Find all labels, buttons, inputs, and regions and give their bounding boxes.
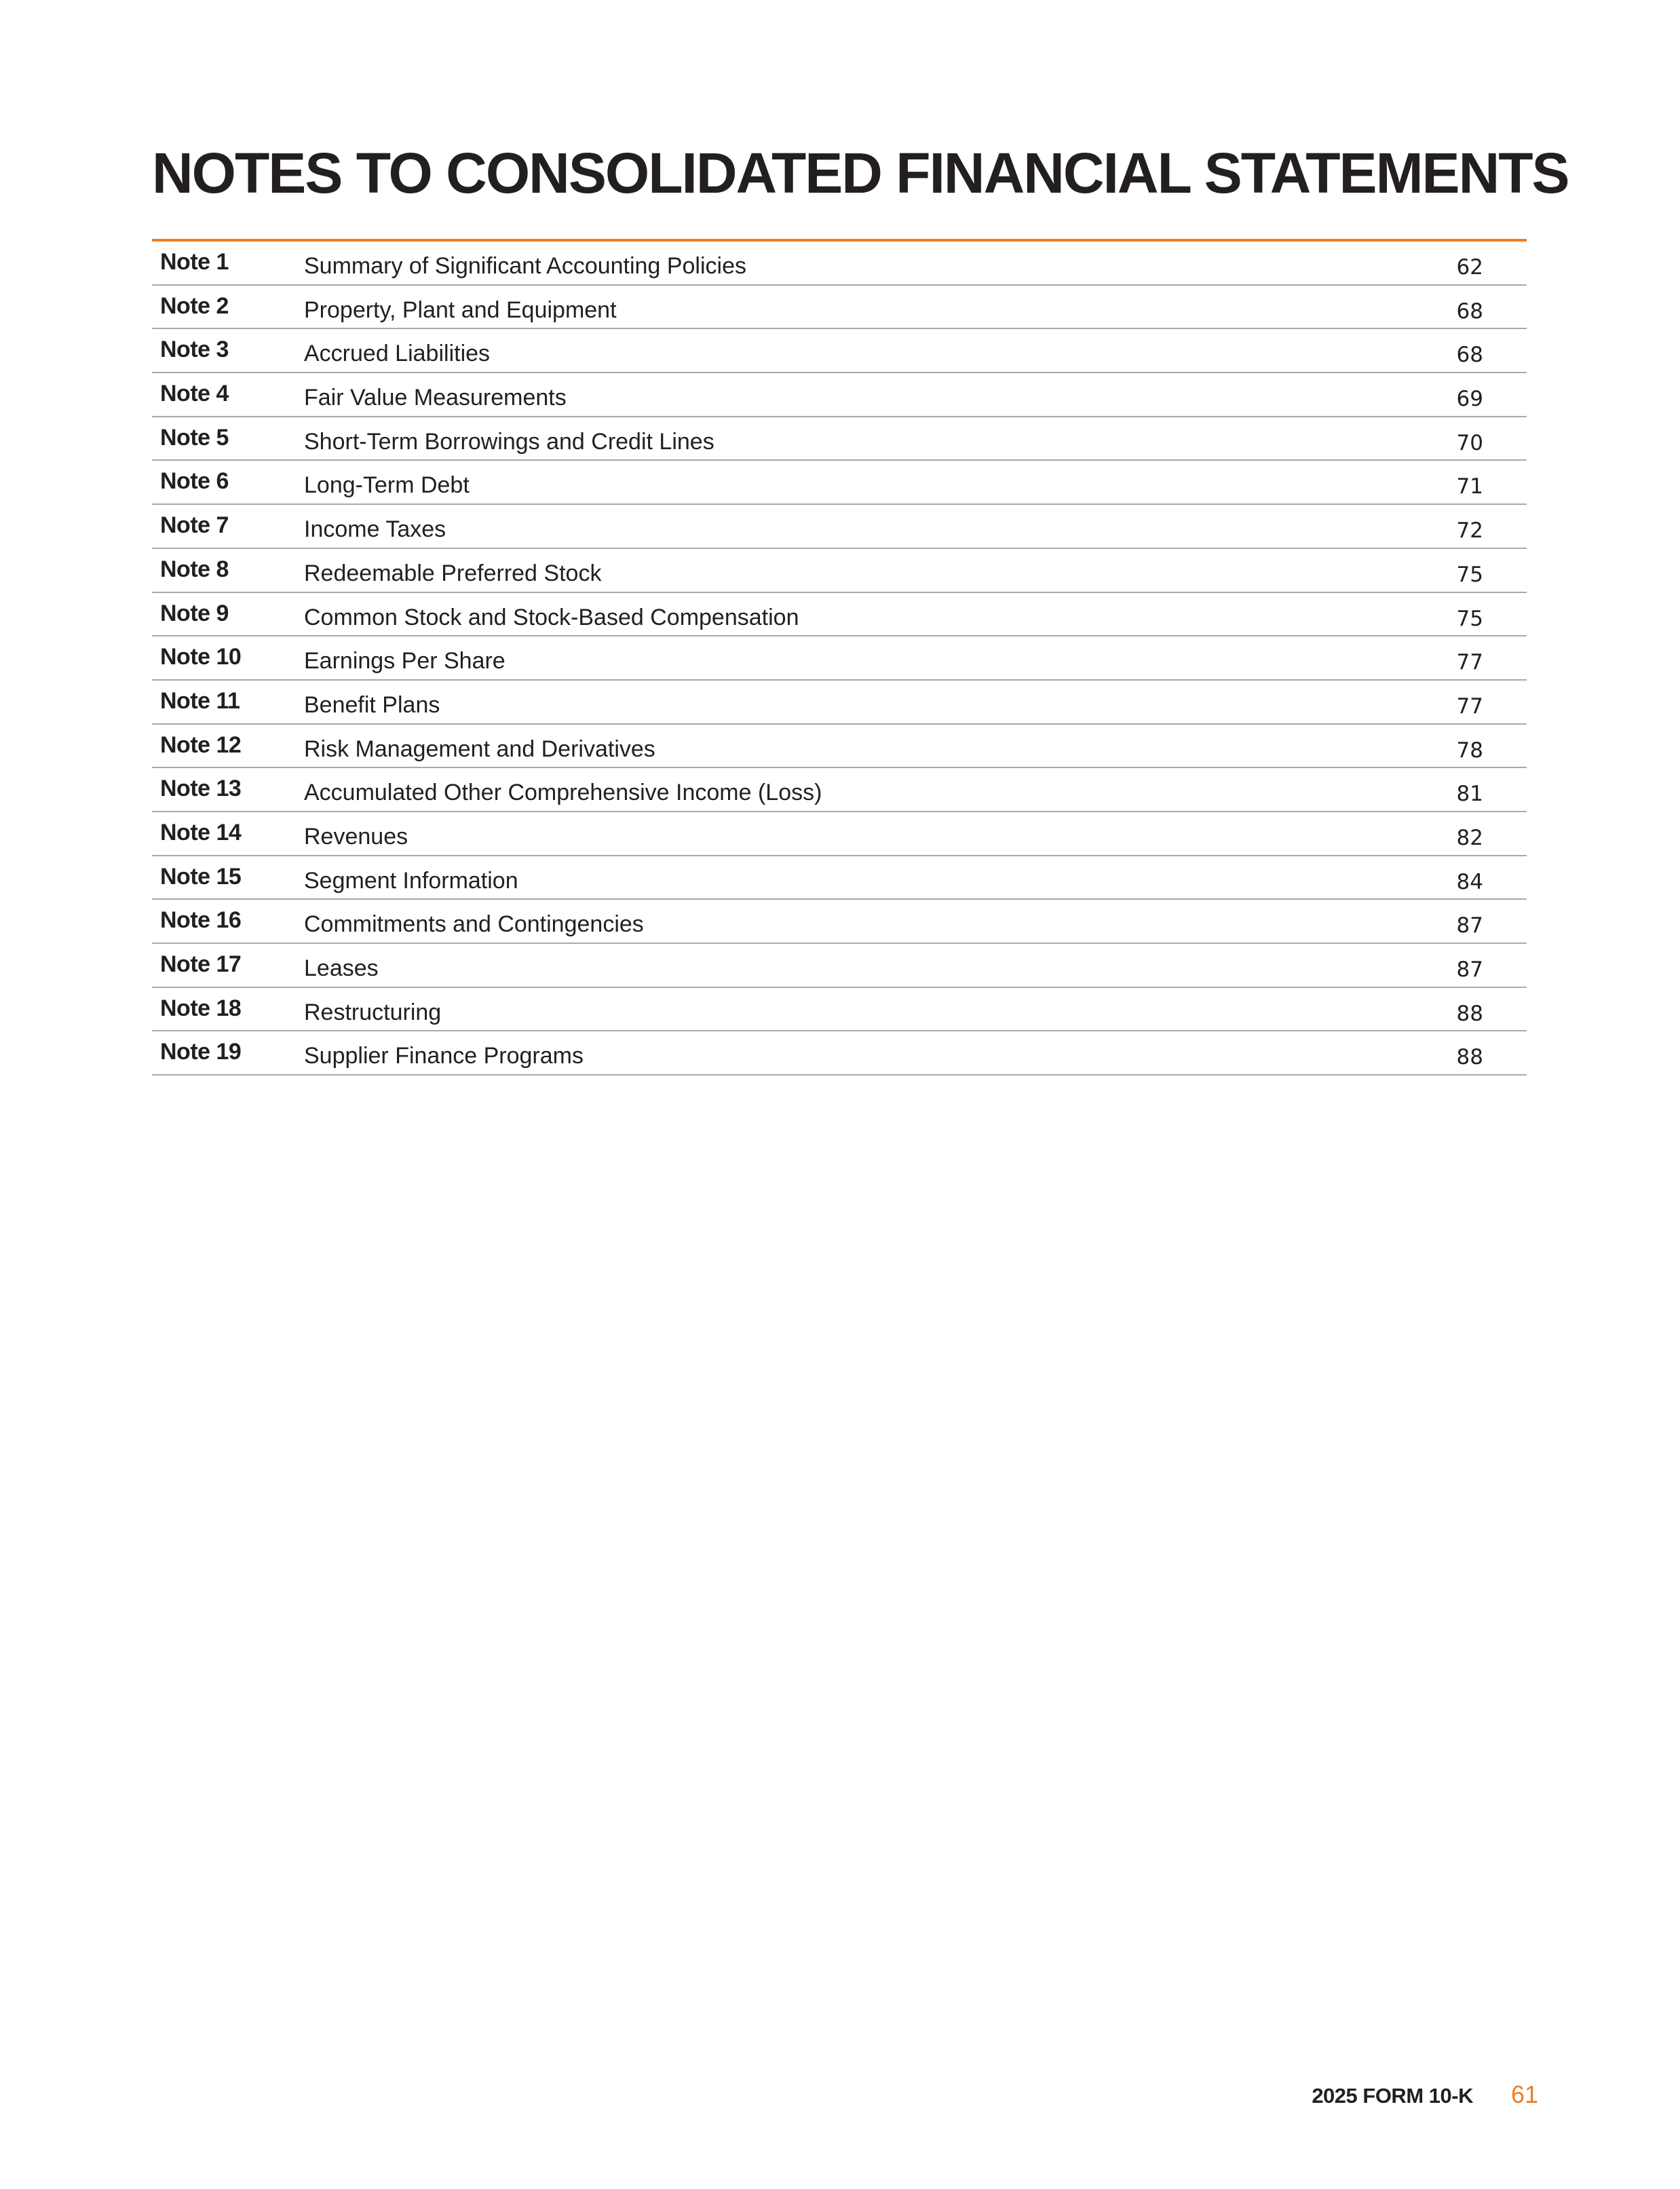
note-page-number: 84 <box>1456 869 1483 894</box>
note-title[interactable]: Common Stock and Stock-Based Compensation <box>304 604 799 630</box>
note-number: Note 2 <box>160 292 229 319</box>
note-number: Note 5 <box>160 424 229 451</box>
note-title[interactable]: Summary of Significant Accounting Policies <box>304 253 746 279</box>
note-title[interactable]: Segment Information <box>304 867 518 894</box>
footer-form-label: 2025 FORM 10-K <box>1312 2084 1473 2108</box>
note-page-number: 68 <box>1456 343 1483 368</box>
toc-row[interactable] <box>152 1031 1527 1076</box>
note-title[interactable]: Risk Management and Derivatives <box>304 736 655 762</box>
note-number: Note 19 <box>160 1039 242 1065</box>
note-number: Note 10 <box>160 644 242 670</box>
notes-table-of-contents <box>152 242 1527 1076</box>
note-page-number: 78 <box>1456 738 1483 763</box>
toc-row[interactable] <box>152 549 1527 593</box>
note-title[interactable]: Leases <box>304 955 379 981</box>
note-title[interactable]: Short-Term Borrowings and Credit Lines <box>304 428 714 455</box>
note-page-number: 77 <box>1456 693 1483 719</box>
toc-row[interactable] <box>152 988 1527 1032</box>
note-title[interactable]: Redeemable Preferred Stock <box>304 560 602 586</box>
toc-row[interactable] <box>152 593 1527 637</box>
note-title[interactable]: Property, Plant and Equipment <box>304 297 617 323</box>
note-page-number: 72 <box>1456 518 1483 544</box>
toc-row[interactable] <box>152 944 1527 988</box>
toc-row[interactable] <box>152 768 1527 812</box>
footer-page-number: 61 <box>1510 2080 1538 2108</box>
note-title[interactable]: Earnings Per Share <box>304 648 505 674</box>
note-number: Note 17 <box>160 951 242 977</box>
note-title[interactable]: Long-Term Debt <box>304 472 470 499</box>
note-number: Note 4 <box>160 381 229 407</box>
page-title: NOTES TO CONSOLIDATED FINANCIAL STATEMENTS <box>152 141 1569 205</box>
note-number: Note 7 <box>160 512 229 539</box>
toc-row[interactable] <box>152 242 1527 286</box>
toc-row[interactable] <box>152 856 1527 900</box>
note-number: Note 9 <box>160 600 229 626</box>
note-number: Note 6 <box>160 468 229 495</box>
note-number: Note 1 <box>160 249 229 275</box>
note-page-number: 70 <box>1456 430 1483 455</box>
note-title[interactable]: Accrued Liabilities <box>304 341 491 367</box>
note-title[interactable]: Revenues <box>304 823 408 850</box>
note-title[interactable]: Accumulated Other Comprehensive Income (Loss) <box>304 780 822 806</box>
note-number: Note 14 <box>160 819 242 845</box>
note-page-number: 88 <box>1456 1045 1483 1070</box>
toc-row[interactable] <box>152 812 1527 856</box>
toc-row[interactable] <box>152 373 1527 417</box>
note-title[interactable]: Fair Value Measurements <box>304 385 567 411</box>
toc-row[interactable] <box>152 461 1527 505</box>
note-title[interactable]: Benefit Plans <box>304 691 440 718</box>
note-number: Note 8 <box>160 556 229 582</box>
note-number: Note 15 <box>160 863 242 890</box>
note-title[interactable]: Income Taxes <box>304 516 446 543</box>
note-page-number: 68 <box>1456 299 1483 324</box>
note-number: Note 16 <box>160 907 242 934</box>
toc-row[interactable] <box>152 636 1527 681</box>
note-page-number: 87 <box>1456 957 1483 982</box>
note-page-number: 81 <box>1456 782 1483 807</box>
note-page-number: 87 <box>1456 913 1483 938</box>
note-number: Note 12 <box>160 731 242 758</box>
note-number: Note 18 <box>160 995 242 1021</box>
toc-row[interactable] <box>152 505 1527 549</box>
note-number: Note 13 <box>160 776 242 802</box>
toc-row[interactable] <box>152 900 1527 944</box>
toc-row[interactable] <box>152 725 1527 769</box>
page-footer <box>1312 2080 1538 2109</box>
toc-row[interactable] <box>152 681 1527 725</box>
toc-row[interactable] <box>152 417 1527 461</box>
note-page-number: 69 <box>1456 387 1483 412</box>
toc-row[interactable] <box>152 329 1527 373</box>
note-page-number: 77 <box>1456 650 1483 675</box>
note-title[interactable]: Supplier Finance Programs <box>304 1043 584 1069</box>
note-page-number: 82 <box>1456 825 1483 850</box>
toc-row[interactable] <box>152 286 1527 330</box>
note-title[interactable]: Commitments and Contingencies <box>304 911 644 938</box>
note-number: Note 3 <box>160 337 229 363</box>
note-page-number: 75 <box>1456 606 1483 631</box>
note-page-number: 88 <box>1456 1001 1483 1026</box>
note-title[interactable]: Restructuring <box>304 999 442 1025</box>
note-page-number: 62 <box>1456 255 1483 280</box>
note-page-number: 71 <box>1456 474 1483 499</box>
note-page-number: 75 <box>1456 562 1483 587</box>
note-number: Note 11 <box>160 687 240 714</box>
